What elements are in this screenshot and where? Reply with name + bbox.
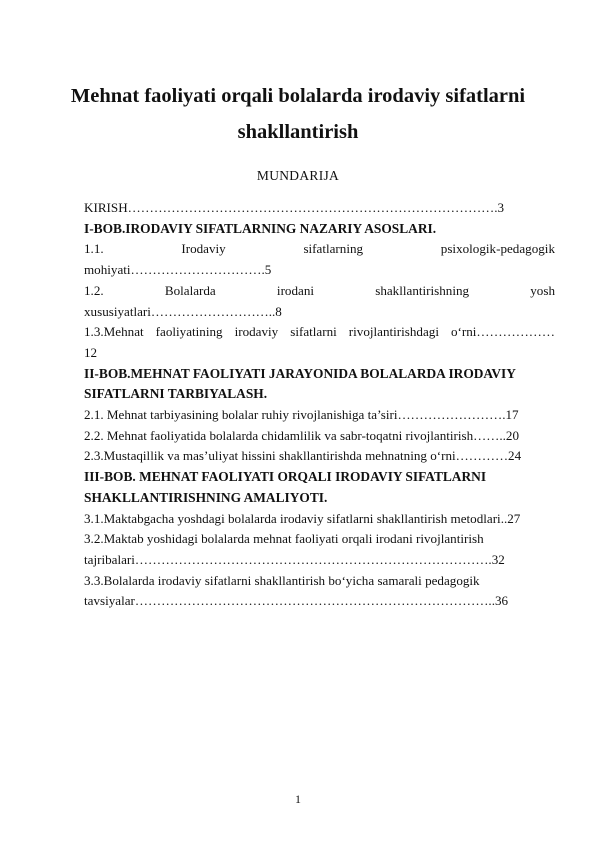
toc-chapter-heading: II-BOB.MEHNAT FAOLIYATI JARAYONIDA BOLALARDA IRODAVIY bbox=[84, 365, 516, 381]
toc-entry: 1.2. Bolalarda irodani shakllantirishning yosh bbox=[84, 282, 555, 298]
toc-entry: 12 bbox=[84, 344, 98, 360]
toc-entry: 2.3.Mustaqillik va mas’uliyat hissini shakllantirishda mehnatning o‘rni…………24 bbox=[84, 448, 522, 464]
toc-entry: 1.3.Mehnat faoliyatining irodaviy sifatlarni rivojlantirishdagi o‘rni……………… bbox=[84, 324, 555, 340]
toc-entry: 3.2.Maktab yoshidagi bolalarda mehnat faoliyati orqali irodani rivojlantirish bbox=[84, 531, 484, 547]
toc-entry: 2.1. Mehnat tarbiyasining bolalar ruhiy rivojlanishiga ta’siri…………………….17 bbox=[84, 407, 519, 423]
table-of-contents bbox=[84, 198, 555, 612]
toc-chapter-heading: III-BOB. MEHNAT FAOLIYATI ORQALI IRODAVIY SIFATLARNI bbox=[84, 469, 487, 485]
toc-chapter-heading: I-BOB.IRODAVIY SIFATLARNING NAZARIY ASOSLARI. bbox=[84, 220, 437, 236]
toc-entry: xususiyatlari………………………..8 bbox=[84, 303, 282, 319]
toc-entry: mohiyati………………………….5 bbox=[84, 262, 272, 278]
toc-entry: 3.1.Maktabgacha yoshdagi bolalarda irodaviy sifatlarni shakllantirish metodlari..27 bbox=[84, 510, 521, 526]
toc-entry: tajribalari……………………………………………………………………….32 bbox=[84, 551, 505, 567]
page-number: 1 bbox=[295, 792, 301, 806]
toc-chapter-heading: SHAKLLANTIRISHNING AMALIYOTI. bbox=[84, 489, 328, 505]
toc-chapter-heading: SIFATLARNI TARBIYALASH. bbox=[84, 386, 268, 402]
document-title: Mehnat faoliyati orqali bolalarda irodaviy sifatlarni shakllantirish bbox=[70, 85, 526, 143]
toc-entry: 2.2. Mehnat faoliyatida bolalarda chidamlilik va sabr-toqatni rivojlantirish……..20 bbox=[84, 427, 519, 443]
contents-heading: MUNDARIJA bbox=[256, 168, 340, 183]
toc-entry: 3.3.Bolalarda irodaviy sifatlarni shakllantirish bo‘yicha samarali pedagogik bbox=[84, 572, 480, 588]
toc-entry: 1.1. Irodaviy sifatlarning psixologik-pedagogik bbox=[84, 241, 555, 257]
toc-entry: KIRISH………………………………………………………………………….3 bbox=[84, 200, 505, 215]
toc-entry: tavsiyalar………………………………………………………………………..36 bbox=[84, 593, 509, 609]
